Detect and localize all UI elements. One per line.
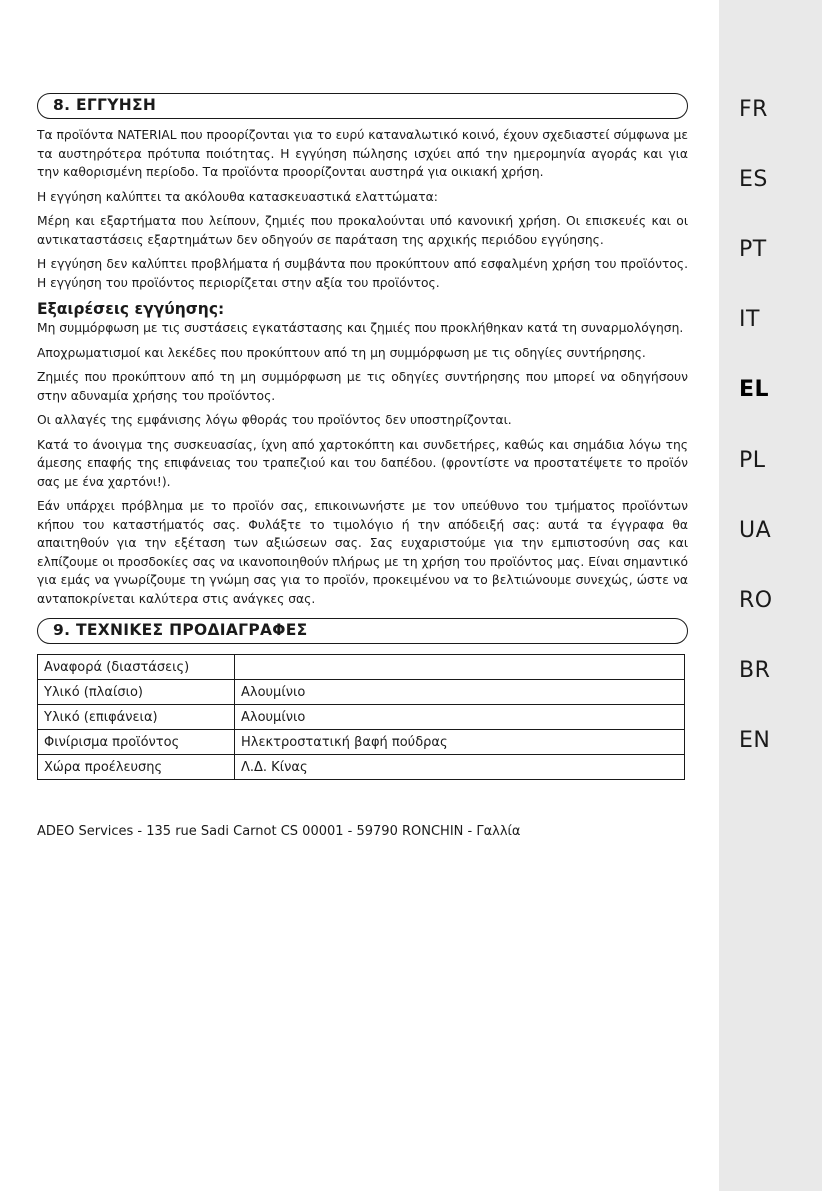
- table-row: [38, 730, 685, 755]
- lang-es[interactable]: ES: [739, 167, 768, 192]
- specs-table: [37, 654, 685, 780]
- lang-ua[interactable]: UA: [739, 518, 772, 543]
- spec-label: Υλικό (επιφάνεια): [38, 705, 235, 730]
- main-content: [37, 93, 688, 780]
- table-row: [38, 680, 685, 705]
- table-row: [38, 655, 685, 680]
- spec-value: Λ.Δ. Κίνας: [235, 755, 685, 780]
- warranty-paragraph: Μέρη και εξαρτήματα που λείπουν, ζημιές που προκαλούνται υπό κανονική χρήση. Οι επισκευές και οι αντικαταστάσεις εξαρτημάτων δεν οδηγούν σε παράταση της αρχικής περιόδου εγγύησης.: [37, 214, 688, 247]
- lang-pt[interactable]: PT: [739, 237, 767, 262]
- section-9-title: 9. ΤΕΧΝΙΚΕΣ ΠΡΟΔΙΑΓΡΑΦΕΣ: [53, 621, 308, 639]
- spec-value: Αλουμίνιο: [235, 705, 685, 730]
- lang-ro[interactable]: RO: [739, 588, 773, 613]
- footer-address: ADEO Services - 135 rue Sadi Carnot CS 00001 - 59790 RONCHIN - Γαλλία: [37, 824, 521, 839]
- spec-label: Αναφορά (διαστάσεις): [38, 655, 235, 680]
- exclusion-paragraph: Εάν υπάρχει πρόβλημα με το προϊόν σας, επικοινωνήστε με τον υπεύθυνο του τμήματος προϊόντων κήπου του καταστήματός σας. Φυλάξτε το τιμολόγιο ή την απόδειξή σας: αυτά τα έγγραφα θα απαιτηθούν για την εξέταση των αξιώσεων σας. Σας ευχαριστούμε για την εμπιστοσύνη σας και ελπίζουμε οι προσδοκίες σας να ικανοποιηθούν πλήρως με τη χρήση του προϊόντος μας. Είναι σημαντικό για εμάς να γνωρίζουμε τη γνώμη σας για το προϊόν, προκειμένου να το βελτιώνουμε συνεχώς, ώστε να ανταποκρίνεται καλύτερα στις ανάγκες σας.: [37, 499, 688, 606]
- exclusion-paragraph: Μη συμμόρφωση με τις συστάσεις εγκατάστασης και ζημιές που προκλήθηκαν κατά τη συναρμολόγηση.: [37, 321, 684, 335]
- lang-el[interactable]: EL: [739, 377, 770, 402]
- lang-fr[interactable]: FR: [739, 97, 768, 122]
- exclusion-paragraph: Αποχρωματισμοί και λεκέδες που προκύπτουν από τη μη συμμόρφωση με τις οδηγίες συντήρησης.: [37, 345, 646, 360]
- lang-it[interactable]: IT: [739, 307, 760, 332]
- spec-value: [235, 655, 685, 680]
- section-8-header: [37, 93, 688, 119]
- exclusions-heading: Εξαιρέσεις εγγύησης:: [37, 300, 225, 318]
- lang-en[interactable]: EN: [739, 728, 771, 753]
- lang-br[interactable]: BR: [739, 658, 771, 683]
- lang-pl[interactable]: PL: [739, 448, 766, 473]
- spec-value: Αλουμίνιο: [235, 680, 685, 705]
- exclusion-paragraph: Οι αλλαγές της εμφάνισης λόγω φθοράς του προϊόντος δεν υποστηρίζονται.: [37, 413, 512, 427]
- warranty-paragraph: Η εγγύηση δεν καλύπτει προβλήματα ή συμβάντα που προκύπτουν από εσφαλμένη χρήση του προϊόντος. Η εγγύηση του προϊόντος περιορίζεται στην αξία του προϊόντος.: [37, 257, 688, 290]
- spec-label: Φινίρισμα προϊόντος: [38, 730, 235, 755]
- spec-label: Χώρα προέλευσης: [38, 755, 235, 780]
- exclusion-paragraph: Κατά το άνοιγμα της συσκευασίας, ίχνη από χαρτοκόπτη και συνδετήρες, καθώς και σημάδια λόγω της άμεσης επαφής της επιφάνειας του τραπεζιού και του δαπέδου. (φροντίστε να προστατέψετε το προϊόν σας με ένα χαρτόνι!).: [37, 437, 688, 489]
- exclusion-paragraph: Ζημιές που προκύπτουν από τη μη συμμόρφωση με τις οδηγίες συντήρησης που μπορεί να οδηγήσουν στην αδυναμία χρήσης του προϊόντος.: [37, 370, 688, 403]
- warranty-paragraph: Τα προϊόντα NATERIAL που προορίζονται για το ευρύ καταναλωτικό κοινό, έχουν σχεδιαστεί σύμφωνα με τα αυστηρότερα πρότυπα ποιότητας. Η εγγύηση πώλησης ισχύει από την ημερομηνία αγοράς και για την καθορισμένη περίοδο. Τα προϊόντα προορίζονται αυστηρά για οικιακή χρήση.: [37, 128, 688, 179]
- spec-value: Ηλεκτροστατική βαφή πούδρας: [235, 730, 685, 755]
- spec-label: Υλικό (πλαίσιο): [38, 680, 235, 705]
- table-row: [38, 755, 685, 780]
- section-8-title: 8. ΕΓΓΥΗΣΗ: [53, 96, 157, 114]
- warranty-paragraph: Η εγγύηση καλύπτει τα ακόλουθα κατασκευαστικά ελαττώματα:: [37, 189, 438, 204]
- table-row: [38, 705, 685, 730]
- section-9-header: [37, 618, 688, 644]
